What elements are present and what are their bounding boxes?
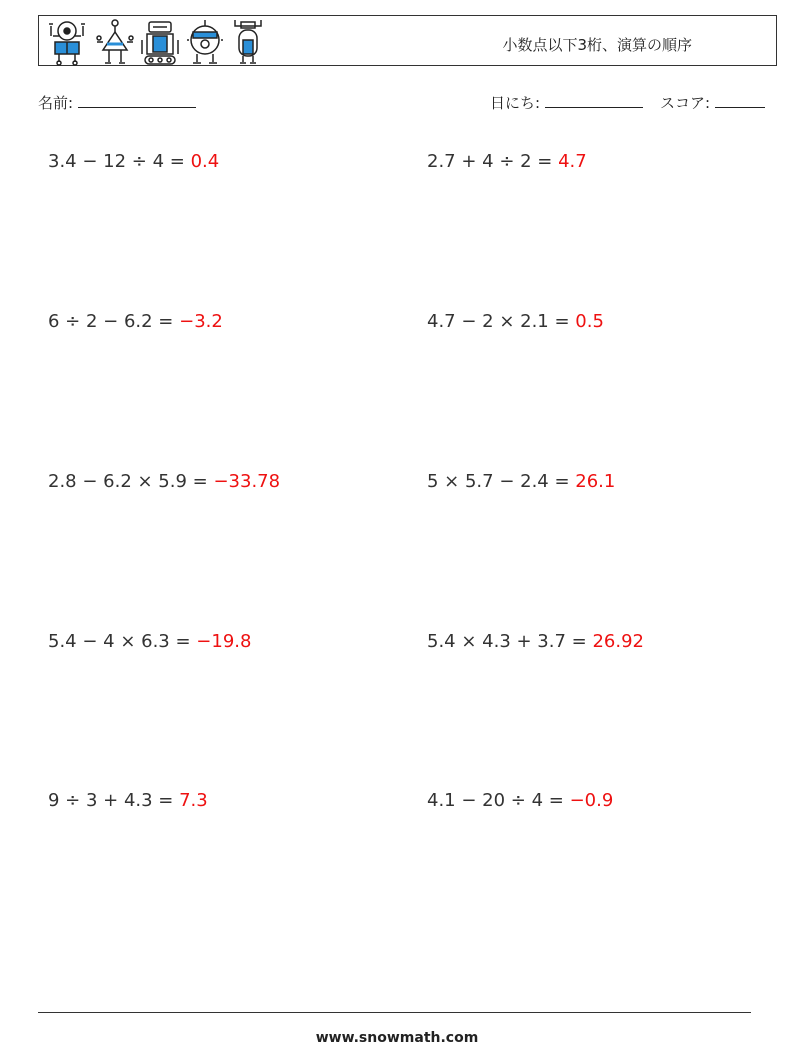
problem (48, 151, 219, 172)
problem-expression: 9 ÷ 3 + 4.3 = (48, 790, 180, 811)
date-label: 日にち: (490, 94, 541, 112)
problem-expression: 6 ÷ 2 − 6.2 = (48, 311, 180, 332)
problem-answer: −3.2 (179, 311, 223, 332)
footer-divider (38, 1012, 751, 1013)
problem-expression: 3.4 − 12 ÷ 4 = (48, 151, 191, 172)
problem-answer: 0.5 (575, 311, 604, 332)
worksheet-title: 小数点以下3桁、演算の順序 (502, 36, 692, 54)
problem-answer: 4.7 (558, 151, 587, 172)
name-label: 名前: (38, 94, 74, 112)
problem-answer: 26.1 (575, 471, 616, 492)
robot-icon (45, 18, 89, 66)
problem-expression: 4.7 − 2 × 2.1 = (427, 311, 576, 332)
name-blank[interactable] (78, 93, 196, 108)
problem (427, 471, 615, 492)
robot-icon (185, 18, 225, 66)
problem-expression: 2.8 − 6.2 × 5.9 = (48, 471, 214, 492)
problem-expression: 5.4 × 4.3 + 3.7 = (427, 631, 593, 652)
problem (48, 471, 280, 492)
robot-icon (139, 18, 181, 66)
problem-answer: 7.3 (179, 790, 208, 811)
robot-icon (231, 18, 265, 66)
name-field[interactable] (38, 92, 196, 113)
problem-answer: 0.4 (190, 151, 220, 172)
problem (427, 311, 604, 332)
date-blank[interactable] (545, 93, 643, 108)
problem-expression: 5 × 5.7 − 2.4 = (427, 471, 576, 492)
score-blank[interactable] (715, 93, 765, 108)
problem-expression: 2.7 + 4 ÷ 2 = (427, 151, 559, 172)
problem-answer: −19.8 (196, 631, 252, 652)
footer-url[interactable]: www.snowmath.com (315, 1030, 479, 1046)
problem-answer: 26.92 (592, 631, 644, 652)
worksheet-header (38, 15, 777, 66)
problem (48, 790, 208, 811)
problem (427, 151, 587, 172)
problem (48, 631, 251, 652)
problem (427, 631, 644, 652)
problem-answer: −33.78 (213, 471, 281, 492)
problem (427, 790, 613, 811)
problem-answer: −0.9 (569, 790, 614, 811)
robot-icon (95, 18, 135, 66)
score-field[interactable] (660, 92, 765, 113)
problem (48, 311, 223, 332)
problem-expression: 5.4 − 4 × 6.3 = (48, 631, 197, 652)
date-field[interactable] (490, 92, 643, 113)
score-label: スコア: (660, 94, 711, 112)
problem-expression: 4.1 − 20 ÷ 4 = (427, 790, 570, 811)
